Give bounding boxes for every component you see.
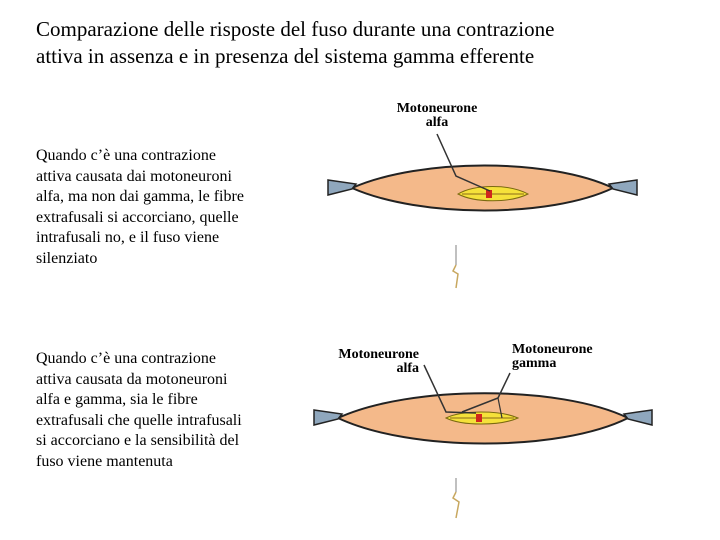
- top-description-line: silenziato: [36, 249, 98, 267]
- top-description-line: intrafusali no, e il fuso viene: [36, 229, 220, 246]
- label-line: Motoneurone: [512, 342, 593, 357]
- top-description-line: attiva causata dai motoneuroni: [36, 167, 232, 185]
- top-tendon-left: [328, 180, 356, 195]
- bottom-description-line: si accorciano e la sensibilità del: [36, 432, 240, 449]
- top-description-line: Quando c’è una contrazione: [36, 147, 216, 164]
- bottom-tendon-left: [314, 410, 342, 425]
- label-line: Motoneurone: [338, 347, 419, 362]
- top-muscle-diagram: [328, 134, 637, 288]
- label-line: alfa: [425, 115, 449, 130]
- bottom-description-line: alfa e gamma, sia le fibre: [36, 391, 198, 408]
- top-description-line: alfa, ma non dai gamma, le fibre: [36, 188, 244, 205]
- label-line: gamma: [512, 356, 557, 371]
- bottom-description-line: fuso viene mantenuta: [36, 452, 173, 470]
- bottom-muscle-diagram: [314, 365, 652, 518]
- title-line-2: attiva in assenza e in presenza del sistema gamma efferente: [36, 44, 535, 68]
- bottom-description-line: extrafusali che quelle intrafusali: [36, 411, 242, 429]
- bottom-description-line: attiva causata da motoneuroni: [36, 370, 228, 388]
- bottom-recording-trace: [453, 478, 459, 518]
- bottom-description-line: Quando c’è una contrazione: [36, 350, 216, 367]
- bottom-spindle-center: [476, 414, 482, 422]
- bottom-tendon-right: [624, 410, 652, 425]
- top-tendon-right: [609, 180, 637, 195]
- title-line-1: Comparazione delle risposte del fuso durante una contrazione: [36, 17, 555, 41]
- bottom-gamma-label: [512, 343, 593, 371]
- label-line: alfa: [396, 361, 419, 376]
- bottom-alfa-label: [315, 348, 419, 376]
- top-description-line: extrafusali si accorciano, quelle: [36, 208, 239, 226]
- top-alfa-label: [385, 102, 489, 130]
- top-recording-trace: [453, 245, 458, 288]
- label-line: Motoneurone: [396, 101, 478, 116]
